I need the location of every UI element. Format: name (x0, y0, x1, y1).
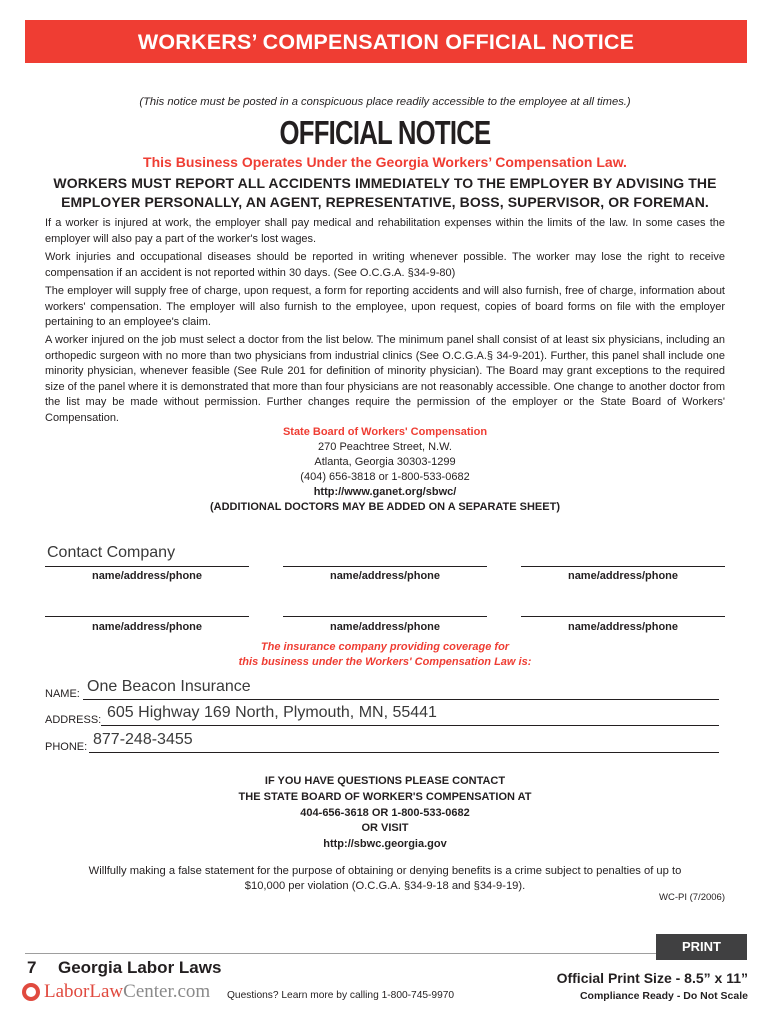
doctor-slot-caption: name/address/phone (567, 621, 679, 633)
doctor-slot-caption: name/address/phone (329, 570, 441, 582)
false-statement-line-1: Willfully making a false statement for the purpose of obtaining or denying benefits is a crime subject to penalties of up to (88, 865, 682, 877)
doctor-slot-value[interactable]: Contact Company (47, 544, 176, 561)
false-statement-line-2: $10,000 per violation (O.C.G.A. §34-9-18 and §34-9-19). (244, 880, 526, 892)
insurer-name-row (45, 676, 719, 700)
form-code: WC-PI (7/2006) (659, 892, 725, 903)
print-button[interactable]: PRINT (656, 934, 747, 960)
insurer-phone-row (45, 729, 719, 753)
insurer-phone-underline (89, 752, 719, 753)
insurer-phone-field[interactable]: 877-248-3455 (93, 731, 193, 748)
insurance-intro-line-2: this business under the Workers' Compensation Law is: (238, 656, 532, 668)
contact-url-link[interactable]: http://sbwc.georgia.gov (323, 838, 447, 850)
contact-phone-numbers: 404-656-3618 OR 1-800-533-0682 (300, 807, 470, 819)
doctor-slot-underline (45, 566, 249, 567)
logo-word-1: LaborLaw (44, 981, 124, 1002)
board-name: State Board of Workers' Compensation (282, 426, 488, 438)
doctor-slot-3[interactable] (521, 540, 725, 588)
doctor-slot-caption: name/address/phone (329, 621, 441, 633)
doctor-slot-caption: name/address/phone (567, 570, 679, 582)
paragraph-doctor-panel: A worker injured on the job must select a doctor from the list below. The minimum panel shall consist of at least six physicians, including an orthopedic surgeon with no more than two physicians from industrial clinics (See O.C.G.A.§ 34-9-201). Further, this panel shall include one minority physician, whenever feasible (See Rule 201 for definition of minority physician). The Board may grant exceptions to the required size of the panel where it is demonstrated that more than four physicians are not reasonably accessible. One change to another doctor from the list may be made without permission. Further changes require the permission of the employer or the State Board of Workers' Compensation. (45, 334, 725, 424)
contact-line-4: OR VISIT (361, 822, 409, 834)
doctor-slot-caption: name/address/phone (91, 570, 203, 582)
compliance-note: Compliance Ready - Do Not Scale (579, 990, 748, 1002)
logo-mark-icon (22, 983, 40, 1001)
page-title: Georgia Labor Laws (58, 958, 222, 977)
page-number: 7 (27, 958, 37, 977)
insurer-name-underline (83, 699, 719, 700)
paragraph-reporting: Work injuries and occupational diseases should be reported in writing whenever possible. The worker may lose the right to receive compensation if an accident is not reported within 30 days. (See O.C.G.A. §34-9-80) (45, 251, 725, 279)
doctor-slot-caption: name/address/phone (91, 621, 203, 633)
insurance-intro-line-1: The insurance company providing coverage for (260, 641, 510, 653)
doctor-slot-underline (283, 566, 487, 567)
doctor-slot-2[interactable] (283, 540, 487, 588)
contact-line-2: THE STATE BOARD OF WORKER'S COMPENSATION AT (238, 791, 532, 803)
insurer-phone-label: PHONE: (45, 741, 88, 753)
board-phone: (404) 656-3818 or 1-800-533-0682 (300, 471, 470, 483)
report-requirement-line-1: WORKERS MUST REPORT ALL ACCIDENTS IMMEDIATELY TO THE EMPLOYER BY ADVISING THE (53, 175, 717, 191)
board-street: 270 Peachtree Street, N.W. (318, 441, 452, 453)
print-size-note: Official Print Size - 8.5” x 11” (556, 970, 748, 986)
laborlawcenter-logo[interactable] (22, 979, 210, 1005)
doctor-slot-underline (521, 616, 725, 617)
logo-word-2: Center.com (123, 981, 211, 1002)
doctor-slot-underline (45, 616, 249, 617)
official-notice-title: OFFICIAL NOTICE (279, 114, 491, 151)
doctor-slot-1[interactable] (45, 540, 249, 588)
contact-line-1: IF YOU HAVE QUESTIONS PLEASE CONTACT (264, 775, 506, 787)
false-statement-warning (0, 864, 770, 894)
doctor-slot-4[interactable] (45, 592, 249, 640)
paragraph-employer-forms: The employer will supply free of charge, upon request, a form for reporting accidents and will also furnish, free of charge, information about workers' compensation. The employer will also furnish to the employee, upon request, copies of board forms on file with the employer pertaining to an employee's claim. (45, 285, 725, 329)
paragraph-medical-expenses: If a worker is injured at work, the employer shall pay medical and rehabilitation expenses within the limits of the law. In some cases the employer will also pay a part of the worker's lost wages. (45, 217, 725, 245)
operates-statement: This Business Operates Under the Georgia Workers’ Compensation Law. (143, 154, 627, 170)
insurer-address-underline (101, 725, 719, 726)
board-url-link[interactable]: http://www.ganet.org/sbwc/ (313, 486, 457, 498)
insurer-name-field[interactable]: One Beacon Insurance (87, 678, 251, 695)
report-requirement-line-2: EMPLOYER PERSONALLY, AN AGENT, REPRESENTATIVE, BOSS, SUPERVISOR, OR FOREMAN. (61, 194, 709, 210)
doctor-slot-underline (521, 566, 725, 567)
header-title: WORKERS’ COMPENSATION OFFICIAL NOTICE (137, 30, 635, 54)
insurer-address-label: ADDRESS: (45, 714, 102, 726)
doctor-slot-underline (283, 616, 487, 617)
additional-doctors-note: (ADDITIONAL DOCTORS MAY BE ADDED ON A SEPARATE SHEET) (210, 501, 560, 513)
doctor-slot-6[interactable] (521, 592, 725, 640)
insurer-address-field[interactable]: 605 Highway 169 North, Plymouth, MN, 55441 (107, 704, 437, 721)
board-city: Atlanta, Georgia 30303-1299 (314, 456, 456, 468)
doctor-slot-5[interactable] (283, 592, 487, 640)
header-banner (25, 20, 747, 63)
footer-divider (25, 953, 747, 954)
questions-phone-note: Questions? Learn more by calling 1-800-745-9970 (227, 990, 455, 1001)
posting-note: (This notice must be posted in a conspicuous place readily accessible to the employee at all times.) (139, 96, 631, 108)
insurer-name-label: NAME: (45, 688, 80, 700)
insurer-address-row (45, 702, 719, 726)
